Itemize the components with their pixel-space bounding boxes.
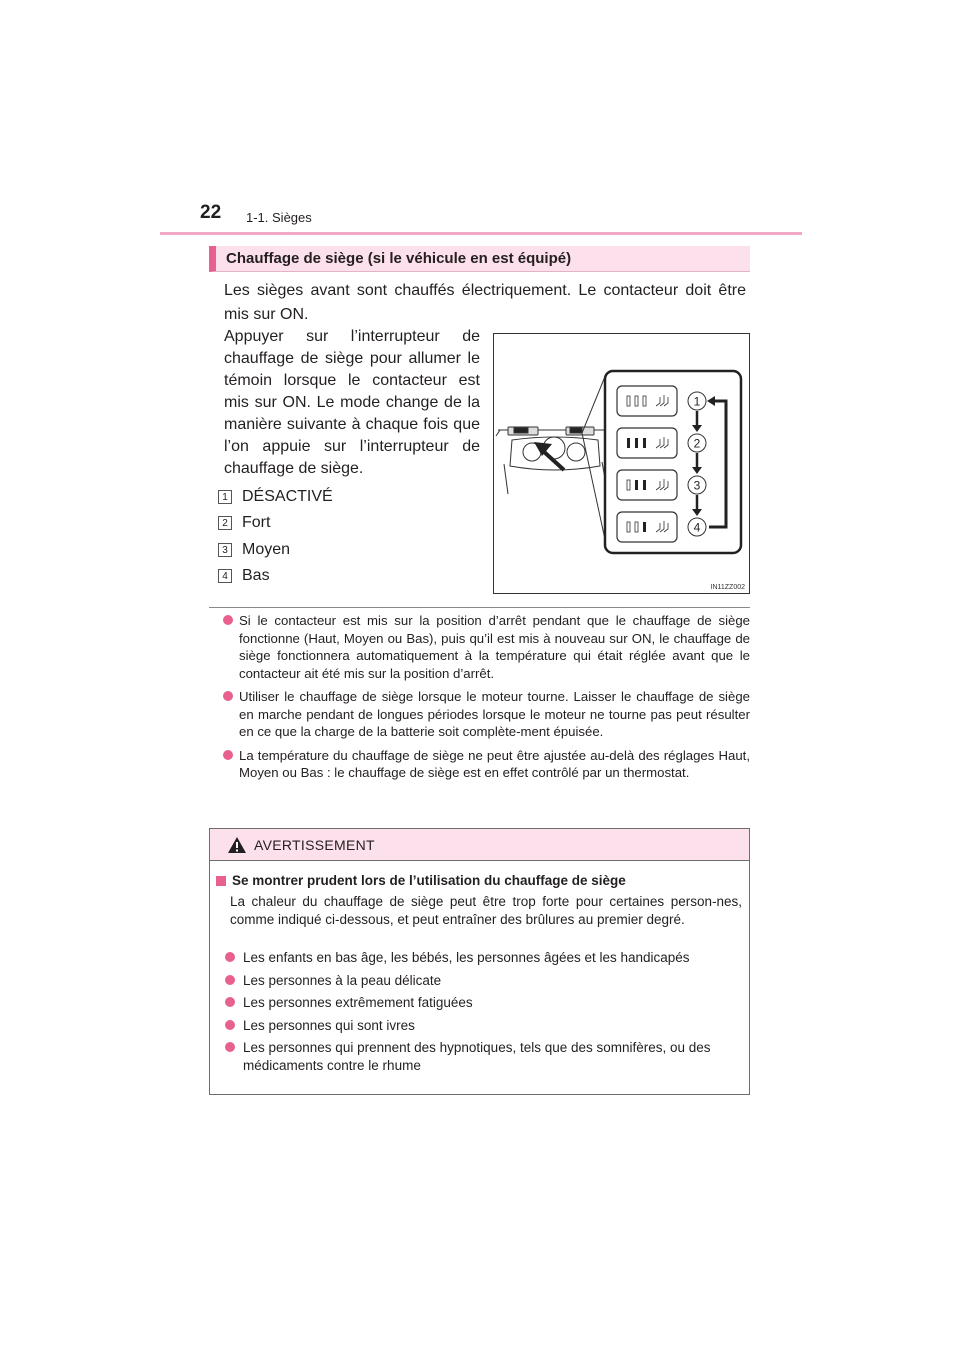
mode-number-badge: 1 [218,490,232,504]
seat-heater-illustration [493,333,750,594]
mode-number-badge: 2 [218,516,232,530]
section-divider [209,607,750,608]
intro-paragraph: Les sièges avant sont chauffés électriquement. Le contacteur doit être mis sur ON. [224,282,746,323]
note-text: Utiliser le chauffage de siège lorsque le moteur tourne. Laisser le chauffage de siège en marche pendant de longues périodes lorsque le moteur ne tourne pas peut résulter en ce que la charge de la batterie soit complète-ment épuisée. [239,689,750,739]
warning-item-text: Les personnes extrêmement fatiguées [243,995,473,1010]
page-number: 22 [200,202,222,223]
warning-triangle-icon [227,836,247,854]
note-item [209,688,750,741]
section-title: Chauffage de siège (si le véhicule en est équipé) [226,250,572,267]
note-item [209,747,750,782]
warning-item-text: Les personnes qui prennent des hypnotiques, tels que des somnifères, ou des médicaments contre le rhume [243,1040,711,1073]
bullet-icon [223,750,233,760]
bullet-icon [223,691,233,701]
switch-state-low [617,512,677,542]
step-number-3: 3 [693,478,701,493]
warning-item-text: Les personnes qui sont ivres [243,1017,415,1033]
instruction-paragraph: Appuyer sur l’interrupteur de chauffage de siège pour allumer le témoin lorsque le contacteur est mis sur ON. Le mode change de la manière suivante à chaque fois que l’on appuie sur l’interrupteur de chauffage de siège. [224,328,480,477]
warning-body: La chaleur du chauffage de siège peut être trop forte pour certaines person-nes, comme indiqué ci-dessous, et peut entraîner des brûlures au premier degré. [230,894,742,927]
mode-item-off [218,486,333,508]
warning-list-item [222,949,744,967]
mode-label: Moyen [242,541,291,558]
warning-list-item [222,994,744,1012]
mode-item-high [218,512,270,534]
pointer-arrow-shaft [542,450,564,470]
switch-state-off [617,386,677,416]
section-header [209,246,750,272]
notes-list [209,612,750,788]
square-bullet-icon [216,876,226,886]
warning-list [222,949,744,1079]
bullet-icon [223,615,233,625]
header-rule [160,232,802,235]
step-number-4: 4 [693,520,701,535]
note-text: Si le contacteur est mis sur la position d’arrêt pendant que le chauffage de siège fonctionne (Haut, Moyen ou Bas), puis qu’il est mis à nouveau sur ON, le chauffage de siège fonctionnera automatiquement à la température qui était réglée avant que le contacteur ait été mis sur la position d’arrêt. [239,613,750,681]
note-item [209,612,750,682]
warning-item-text: Les enfants en bas âge, les bébés, les personnes âgées et les handicapés [243,950,690,965]
note-text: La température du chauffage de siège ne peut être ajustée au-delà des réglages Haut, Moyen ou Bas : le chauffage de siège est en effet contrôlé par un thermostat. [239,747,750,780]
mode-item-low [218,565,270,587]
bullet-icon [225,975,235,985]
warning-list-item [222,972,744,990]
switch-state-high [617,428,677,458]
mode-item-medium [218,539,290,561]
step-number-1: 1 [693,394,701,409]
warning-heading-text: Se montrer prudent lors de l’utilisation du chauffage de siège [232,873,626,888]
warning-header [210,829,749,861]
leader-lines [582,374,606,544]
seat-heater-diagram [494,334,749,593]
mode-label: DÉSACTIVÉ [242,488,333,505]
warning-title: AVERTISSEMENT [254,837,375,853]
warning-box [209,828,750,1095]
bullet-icon [225,1020,235,1030]
switch-state-medium [617,470,677,500]
chapter-title: 1-1. Sièges [246,210,312,225]
step-number-2: 2 [693,436,701,451]
figure-code: IN11ZZ002 [710,584,745,591]
warning-heading [216,873,626,888]
warning-list-item [222,1017,744,1035]
mode-number-badge: 3 [218,543,232,557]
warning-item-text: Les personnes à la peau délicate [243,972,442,988]
bullet-icon [225,952,235,962]
mode-label: Bas [242,567,270,584]
mode-number-badge: 4 [218,569,232,583]
mode-label: Fort [242,514,271,531]
warning-list-item [222,1039,744,1074]
bullet-icon [225,1042,235,1052]
bullet-icon [225,997,235,1007]
